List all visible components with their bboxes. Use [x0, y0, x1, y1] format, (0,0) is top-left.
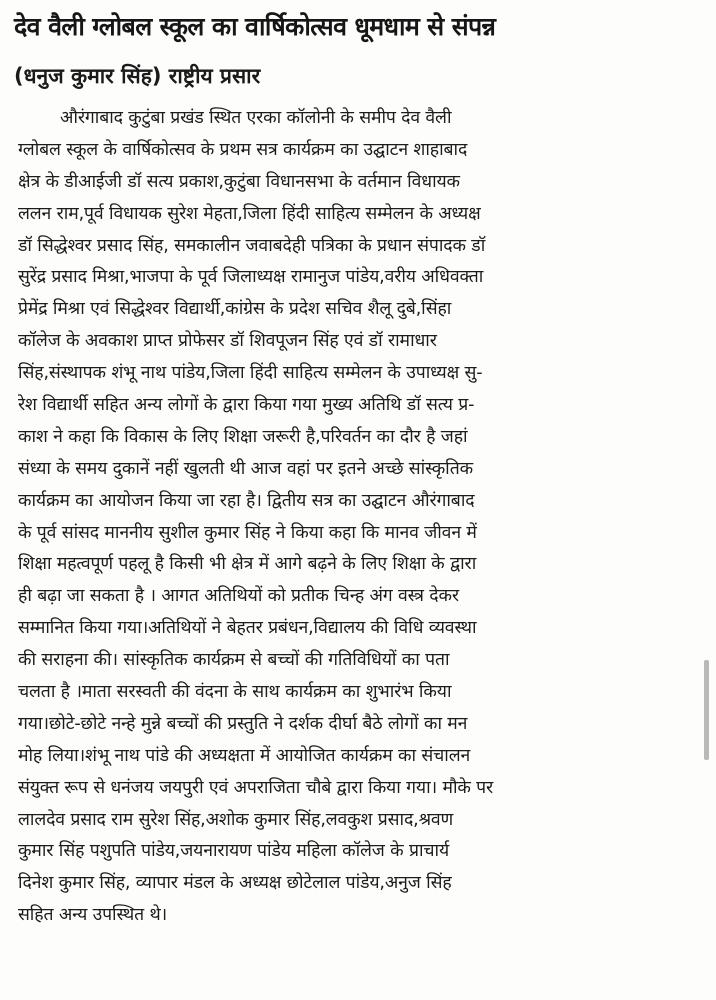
- article-line: संध्या के समय दुकानें नहीं खुलती थी आज वहां पर इतने अच्छे सांस्कृतिक: [18, 458, 473, 479]
- article-line: लालदेव प्रसाद राम सुरेश सिंह,अशोक कुमार सिंह,लवकुश प्रसाद,श्रवण: [18, 809, 454, 830]
- scroll-indicator[interactable]: [704, 660, 709, 760]
- article-line: ग्लोबल स्कूल के वार्षिकोत्सव के प्रथम सत्र कार्यक्रम का उद्घाटन शाहाबाद: [18, 139, 468, 160]
- article-line: काश ने कहा कि विकास के लिए शिक्षा जरूरी है,परिवर्तन का दौर है जहां: [18, 426, 468, 447]
- article-body: [18, 103, 702, 998]
- article-line: मोह लिया।शंभू नाथ पांडे की अध्यक्षता में आयोजित कार्यक्रम का संचालन: [18, 745, 471, 766]
- article-line: सहित अन्य उपस्थित थे।: [18, 905, 168, 926]
- headline: देव वैली ग्लोबल स्कूल का वार्षिकोत्सव धूमधाम से संपन्न: [14, 12, 496, 41]
- article-line: सुरेंद्र प्रसाद मिश्रा,भाजपा के पूर्व जिलाध्यक्ष रामानुज पांडेय,वरीय अधिवक्ता: [18, 267, 484, 288]
- article-line: गया।छोटे-छोटे नन्हे मुन्ने बच्चों की प्रस्तुति ने दर्शक दीर्घा बैठे लोगों का मन: [18, 713, 468, 734]
- article-line: कार्यक्रम का आयोजन किया जा रहा है। द्वितीय सत्र का उद्घाटन औरंगाबाद: [18, 490, 475, 511]
- article-line: सिंह,संस्थापक शंभू नाथ पांडेय,जिला हिंदी साहित्य सम्मेलन के उपाध्यक्ष सु-: [18, 363, 483, 384]
- article-line: डॉ सिद्धेश्वर प्रसाद सिंह, समकालीन जवाबदेही पत्रिका के प्रधान संपादक डॉ: [18, 235, 486, 256]
- article-line: चलता है ।माता सरस्वती की वंदना के साथ कार्यक्रम का शुभारंभ किया: [18, 682, 452, 703]
- article-line: के पूर्व सांसद माननीय सुशील कुमार सिंह ने किया कहा कि मानव जीवन में: [18, 522, 477, 543]
- article-line: ही बढ़ा जा सकता है । आगत अतिथियों को प्रतीक चिन्ह अंग वस्त्र देकर: [18, 586, 459, 607]
- article-line: कॉलेज के अवकाश प्राप्त प्रोफेसर डॉ शिवपूजन सिंह एवं डॉ रामाधार: [18, 331, 437, 352]
- article-line: कुमार सिंह पशुपति पांडेय,जयनारायण पांडेय महिला कॉलेज के प्राचार्य: [18, 841, 450, 862]
- article-line: दिनेश कुमार सिंह, व्यापार मंडल के अध्यक्ष छोटेलाल पांडेय,अनुज सिंह: [18, 873, 452, 894]
- article-line: सम्मानित किया गया।अतिथियों ने बेहतर प्रबंधन,विद्यालय की विधि व्यवस्था: [18, 618, 477, 639]
- article-line: संयुक्त रूप से धनंजय जयपुरी एवं अपराजिता चौबे द्वारा किया गया। मौके पर: [18, 777, 494, 798]
- byline: (धनुज कुमार सिंह) राष्ट्रीय प्रसार: [14, 64, 261, 88]
- article-line: औरंगाबाद कुटुंबा प्रखंड स्थित एरका कॉलोनी के समीप देव वैली: [60, 108, 452, 128]
- article-line: प्रेमेंद्र मिश्रा एवं सिद्धेश्वर विद्यार्थी,कांग्रेस के प्रदेश सचिव शैलू दुबे,सिंहा: [18, 299, 452, 320]
- article-line: क्षेत्र के डीआईजी डॉ सत्य प्रकाश,कुटुंबा विधानसभा के वर्तमान विधायक: [18, 171, 460, 192]
- article-line: की सराहना की। सांस्कृतिक कार्यक्रम से बच्चों की गतिविधियों का पता: [18, 650, 450, 671]
- article-line: रेश विद्यार्थी सहित अन्य लोगों के द्वारा किया गया मुख्य अतिथि डॉ सत्य प्र-: [18, 395, 475, 416]
- article-line: शिक्षा महत्वपूर्ण पहलू है किसी भी क्षेत्र में आगे बढ़ने के लिए शिक्षा के द्वारा: [18, 554, 477, 575]
- article-line: ललन राम,पूर्व विधायक सुरेश मेहता,जिला हिंदी साहित्य सम्मेलन के अध्यक्ष: [18, 203, 481, 224]
